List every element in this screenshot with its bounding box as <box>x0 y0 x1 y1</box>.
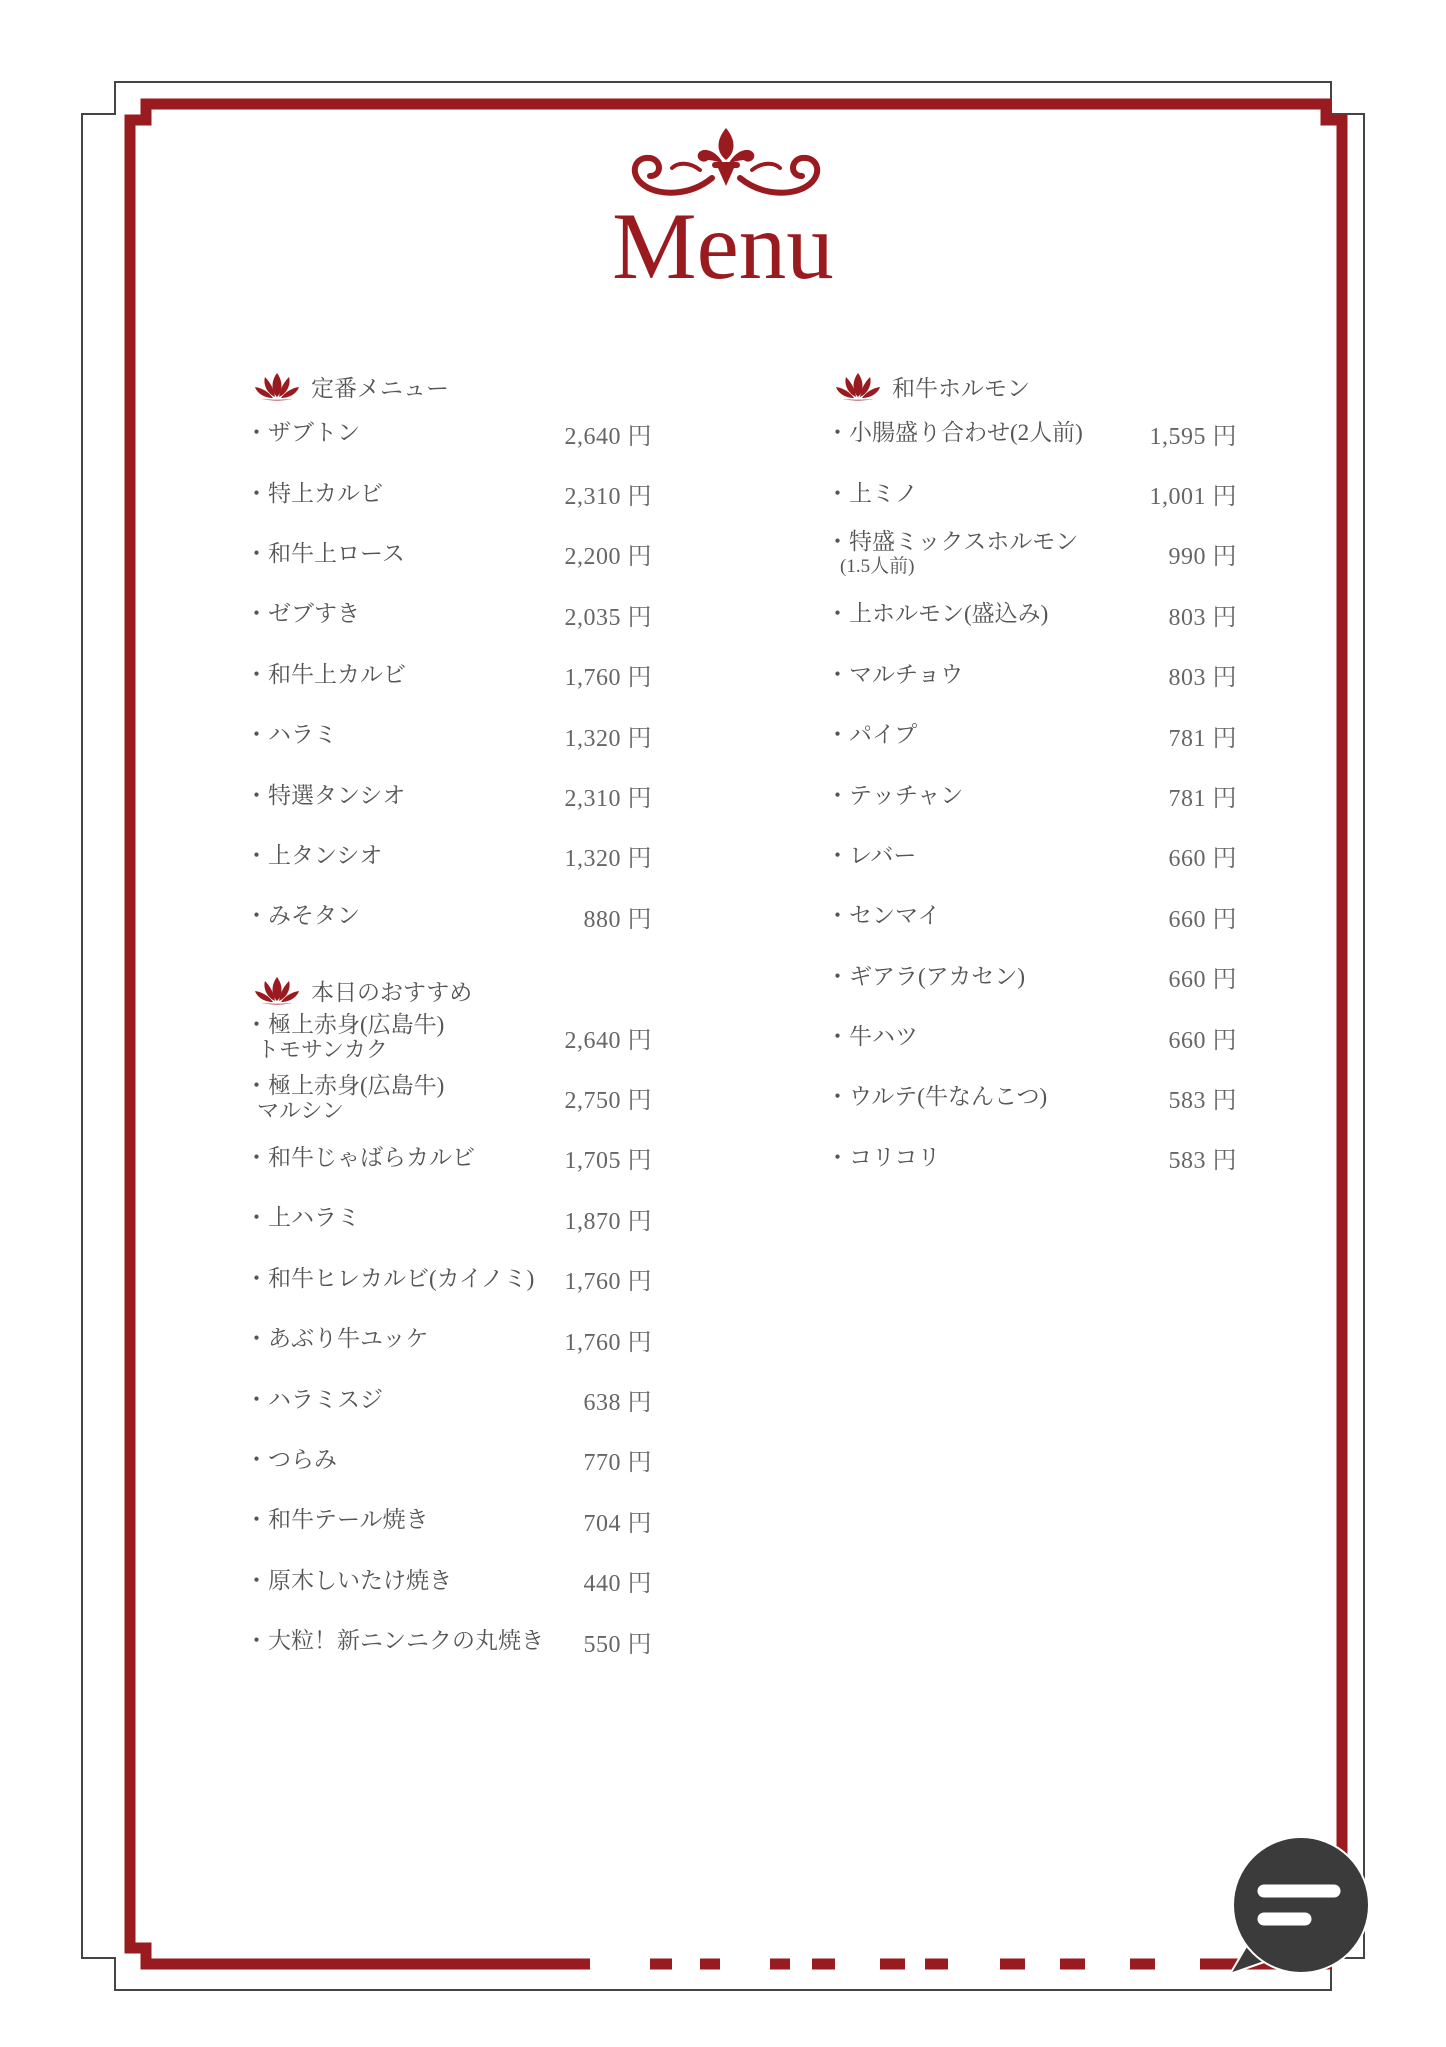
lotus-icon <box>254 975 300 1005</box>
menu-item-row <box>245 886 652 946</box>
menu-item-name: ・ハラミ <box>245 722 337 748</box>
menu-item-price: 1,760 円 <box>564 665 652 692</box>
menu-item-name: ・ゼブすき <box>245 601 360 627</box>
menu-item-name: ・上ホルモン(盛込み) <box>826 601 1049 627</box>
menu-item-row <box>245 1430 652 1490</box>
menu-item-price: 638 円 <box>583 1390 652 1417</box>
menu-item-row <box>245 463 652 523</box>
menu-item-price: 1,870 円 <box>564 1208 652 1235</box>
section-osusume <box>245 973 652 1671</box>
menu-item-name: ・極上赤身(広島牛) <box>245 1012 445 1038</box>
menu-item-price: 1,760 円 <box>564 1269 652 1296</box>
menu-item-note: (1.5人前) <box>840 555 915 577</box>
menu-item-price: 1,320 円 <box>564 846 652 873</box>
section-teiban <box>245 369 652 947</box>
menu-item-price: 2,640 円 <box>564 423 652 450</box>
section-heading-label: 本日のおすすめ <box>311 979 473 1005</box>
menu-item-price: 803 円 <box>1168 604 1237 631</box>
menu-item-row <box>245 1551 652 1611</box>
menu-item-row <box>245 1128 652 1188</box>
menu-item-price: 2,310 円 <box>564 484 652 511</box>
menu-item-row <box>826 1067 1237 1127</box>
menu-item-row <box>826 463 1237 523</box>
menu-item-price: 660 円 <box>1168 967 1237 994</box>
section-heading <box>245 369 652 403</box>
menu-item-name: ・原木しいたけ焼き <box>245 1567 452 1593</box>
menu-item-row <box>245 826 652 886</box>
menu-item-name: ・テッチャン <box>826 782 964 808</box>
section-heading-label: 定番メニュー <box>311 375 449 401</box>
menu-item-name: ・小腸盛り合わせ(2人前) <box>826 420 1083 446</box>
section-horumon <box>826 369 1237 1188</box>
menu-item-row <box>245 1067 652 1127</box>
menu-item-note: トモサンカク <box>257 1037 388 1063</box>
menu-item-name: ・牛ハツ <box>826 1024 918 1050</box>
menu-item-price: 1,705 円 <box>564 1148 652 1175</box>
menu-item-price: 770 円 <box>583 1450 652 1477</box>
menu-item-name: ・上タンシオ <box>245 842 383 868</box>
menu-item-price: 2,200 円 <box>564 544 652 571</box>
menu-item-name: ・特盛ミックスホルモン <box>826 528 1079 554</box>
menu-item-name: ・センマイ <box>826 903 941 929</box>
menu-item-price: 781 円 <box>1168 725 1237 752</box>
menu-item-row <box>826 645 1237 705</box>
menu-item-name: ・極上赤身(広島牛) <box>245 1072 445 1098</box>
menu-item-row <box>245 645 652 705</box>
menu-item-row <box>826 1007 1237 1067</box>
menu-item-name: ・大粒！新ニンニクの丸焼き <box>245 1628 544 1654</box>
menu-item-price: 583 円 <box>1168 1087 1237 1114</box>
menu-item-row <box>245 1611 652 1671</box>
menu-item-name: ・和牛テール焼き <box>245 1507 429 1533</box>
menu-item-row <box>826 765 1237 825</box>
lotus-icon <box>835 371 881 401</box>
menu-item-row <box>245 1249 652 1309</box>
menu-item-row <box>245 705 652 765</box>
menu-item-name: ・特選タンシオ <box>245 782 406 808</box>
menu-item-name: ・和牛上カルビ <box>245 661 406 687</box>
menu-item-name: ・特上カルビ <box>245 480 383 506</box>
menu-item-name: ・あぶり牛ユッケ <box>245 1326 429 1352</box>
menu-item-price: 1,595 円 <box>1149 423 1237 450</box>
menu-item-row <box>245 403 652 463</box>
menu-item-name: ・パイプ <box>826 722 918 748</box>
menu-item-row <box>826 886 1237 946</box>
menu-item-name: ・和牛上ロース <box>245 540 405 566</box>
menu-item-price: 660 円 <box>1168 906 1237 933</box>
menu-item-price: 803 円 <box>1168 665 1237 692</box>
menu-item-row <box>826 403 1237 463</box>
menu-item-row <box>245 1490 652 1550</box>
menu-item-name: ・ウルテ(牛なんこつ) <box>826 1084 1048 1110</box>
menu-item-price: 583 円 <box>1168 1148 1237 1175</box>
menu-item-price: 2,035 円 <box>564 604 652 631</box>
menu-item-price: 990 円 <box>1168 544 1237 571</box>
flourish-ornament <box>635 128 817 193</box>
menu-item-name: ・つらみ <box>245 1446 337 1472</box>
menu-item-name: ・ザブトン <box>245 420 360 446</box>
menu-item-price: 550 円 <box>583 1631 652 1658</box>
menu-item-name: ・コリコリ <box>826 1144 941 1170</box>
menu-item-row <box>826 947 1237 1007</box>
section-heading-label: 和牛ホルモン <box>892 375 1030 401</box>
menu-item-row <box>245 1188 652 1248</box>
menu-item-row <box>245 524 652 584</box>
menu-item-row <box>826 524 1237 584</box>
menu-item-row <box>245 584 652 644</box>
section-heading <box>826 369 1237 403</box>
menu-item-row <box>245 1309 652 1369</box>
lotus-icon <box>254 371 300 401</box>
chat-button[interactable] <box>1226 1834 1372 1976</box>
menu-item-row <box>826 826 1237 886</box>
menu-item-row <box>245 1007 652 1067</box>
menu-item-row <box>826 705 1237 765</box>
menu-item-name: ・和牛ヒレカルビ(カイノミ) <box>245 1265 535 1291</box>
menu-item-name: ・みそタン <box>245 903 360 929</box>
menu-item-price: 440 円 <box>583 1571 652 1598</box>
menu-item-row <box>245 765 652 825</box>
page-title: Menu <box>612 193 834 299</box>
menu-item-price: 880 円 <box>583 906 652 933</box>
menu-item-price: 2,640 円 <box>564 1027 652 1054</box>
menu-item-price: 704 円 <box>583 1510 652 1537</box>
menu-item-price: 660 円 <box>1168 1027 1237 1054</box>
menu-item-name: ・上ハラミ <box>245 1205 360 1231</box>
menu-item-name: ・上ミノ <box>826 480 918 506</box>
menu-item-price: 781 円 <box>1168 786 1237 813</box>
menu-item-price: 660 円 <box>1168 846 1237 873</box>
menu-item-name: ・和牛じゃばらカルビ <box>245 1144 475 1170</box>
section-heading <box>245 973 652 1007</box>
menu-item-name: ・ハラミスジ <box>245 1386 383 1412</box>
menu-item-price: 2,750 円 <box>564 1088 652 1115</box>
chat-icon <box>1226 1834 1372 1976</box>
menu-item-price: 1,760 円 <box>564 1329 652 1356</box>
menu-item-note: マルシン <box>257 1097 344 1123</box>
menu-item-name: ・マルチョウ <box>826 661 964 687</box>
menu-item-row <box>245 1369 652 1429</box>
menu-item-name: ・ギアラ(アカセン) <box>826 963 1026 989</box>
menu-item-price: 2,310 円 <box>564 786 652 813</box>
menu-item-name: ・レバー <box>826 842 917 868</box>
menu-item-price: 1,320 円 <box>564 725 652 752</box>
menu-item-row <box>826 584 1237 644</box>
menu-item-price: 1,001 円 <box>1149 484 1237 511</box>
menu-item-row <box>826 1128 1237 1188</box>
